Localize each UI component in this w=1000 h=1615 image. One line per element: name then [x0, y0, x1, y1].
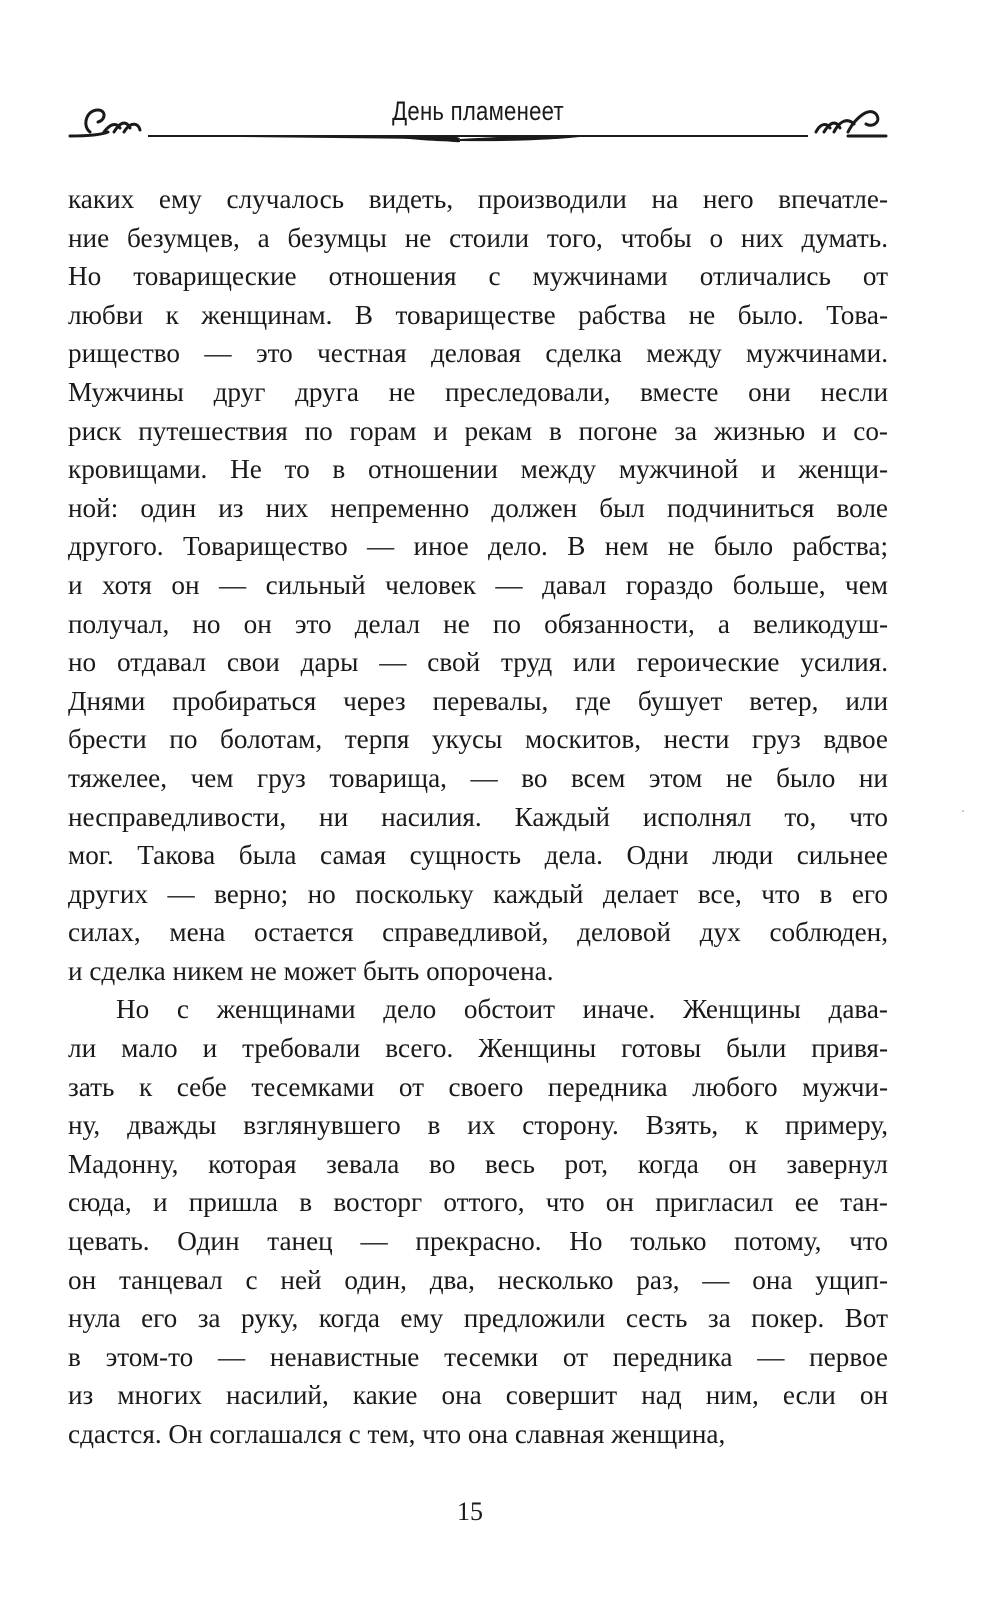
running-header: [68, 92, 888, 162]
text-line: ну, дважды взглянувшего в их сторону. Взять, к примеру,: [68, 1110, 888, 1141]
text-line: ной: один из них непременно должен был подчиниться воле: [68, 492, 888, 523]
text-line: Но с женщинами дело обстоит иначе. Женщины дава-: [116, 994, 888, 1025]
text-line: в этом-то — ненавистные тесемки от передника — первое: [68, 1341, 888, 1372]
text-line: мог. Такова была самая сущность дела. Одни люди сильнее: [68, 840, 888, 871]
text-line: кровищами. Не то в отношении между мужчиной и женщи-: [68, 454, 888, 485]
text-line: брести по болотам, терпя укусы москитов, нести груз вдвое: [68, 724, 888, 755]
text-line: зать к себе тесемками от своего передника любого мужчи-: [68, 1071, 888, 1102]
body-text: [68, 180, 888, 1454]
left-flourish-icon: [70, 110, 140, 136]
text-line: и сделка никем не может быть опорочена.: [68, 955, 554, 986]
text-line: рищество — это честная деловая сделка между мужчинами.: [68, 338, 888, 369]
text-line: тяжелее, чем груз товарища, — во всем этом не было ни: [68, 762, 888, 793]
text-line: силах, мена остается справедливой, деловой дух соблюден,: [68, 917, 888, 948]
page-number: 15: [457, 1497, 483, 1526]
text-line: несправедливости, ни насилия. Каждый исполнял то, что: [68, 801, 888, 832]
text-line: риск путешествия по горам и рекам в погоне за жизнью и со-: [68, 415, 888, 446]
text-line: ние безумцев, а безумцы не стоили того, чтобы о них думать.: [68, 222, 888, 253]
text-line: нула его за руку, когда ему предложили сесть за покер. Вот: [68, 1303, 888, 1334]
text-line: цевать. Один танец — прекрасно. Но только потому, что: [68, 1226, 888, 1257]
text-line: Мадонну, которая зевала во весь рот, когда он завернул: [68, 1148, 888, 1179]
text-line: сюда, и пришла в восторг оттого, что он пригласил ее тан-: [68, 1187, 888, 1218]
text-line: любви к женщинам. В товариществе рабства не было. Това-: [68, 299, 888, 330]
text-line: и хотя он — сильный человек — давал гораздо больше, чем: [68, 569, 888, 600]
text-line: Но товарищеские отношения с мужчинами отличались от: [68, 261, 888, 292]
running-title: День пламенеет: [392, 96, 564, 126]
text-line: сдастся. Он соглашался с тем, что она славная женщина,: [68, 1419, 726, 1449]
right-flourish-icon: [816, 112, 886, 136]
text-line: он танцевал с ней один, два, несколько раз, — она ущип-: [68, 1264, 888, 1295]
text-line: других — верно; но поскольку каждый делает все, что в его: [68, 878, 888, 909]
text-line: другого. Товарищество — иное дело. В нем не было рабства;: [68, 531, 888, 562]
text-line: но отдавал свои дары — свой труд или героические усилия.: [68, 647, 888, 678]
text-line: каких ему случалось видеть, производили на него впечатле-: [68, 184, 888, 214]
text-line: получал, но он это делал не по обязанности, а великодуш-: [68, 608, 888, 639]
text-line: ли мало и требовали всего. Женщины готовы были привя-: [68, 1033, 888, 1064]
text-line: из многих насилий, какие она совершит над ним, если он: [68, 1380, 888, 1411]
text-line: Мужчины друг друга не преследовали, вместе они несли: [68, 376, 888, 407]
paper-speck: [962, 810, 964, 812]
text-line: Днями пробираться через перевалы, где бушует ветер, или: [68, 685, 888, 716]
